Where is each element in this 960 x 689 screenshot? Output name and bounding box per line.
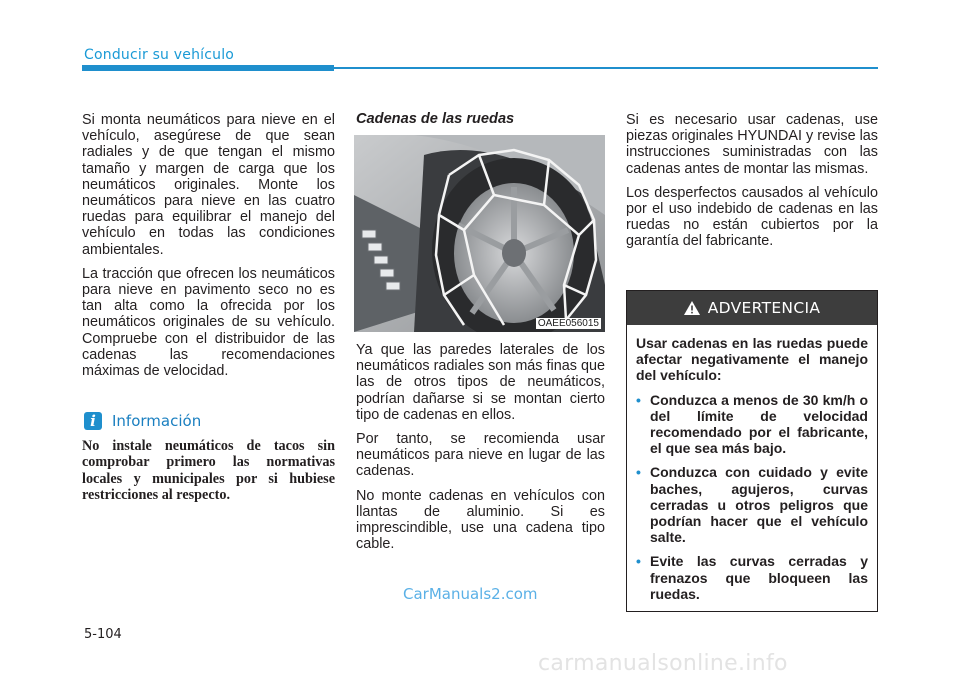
column-1 [82, 112, 335, 387]
figure-code: OAEE056015 [537, 318, 599, 329]
paragraph: Si monta neumáticos para nieve en el vehículo, asegúrese de que sean radiales y de que tengan el mismo tamaño y margen de carga que los neumáticos originales. Monte los neumáticos para nieve en las cuatro ruedas para equilibrar el manejo del vehículo en todas las condiciones ambientales. [82, 112, 335, 258]
column-2 [356, 342, 605, 560]
paragraph: La tracción que ofrecen los neumáticos para nieve en pavimento seco no es tan alta como la ofrecida por los neumáticos originales de su vehículo. Compruebe con el distribuidor de las cadenas las recomendaciones máximas de velocidad. [82, 265, 335, 380]
header-rule-thin [334, 67, 878, 69]
warning-intro: Usar cadenas en las ruedas puede afectar negativamente el manejo del vehículo: [636, 335, 868, 384]
paragraph: Si es necesario usar cadenas, use piezas originales HYUNDAI y revise las instrucciones suministradas con las cadenas antes de montar las mismas. [626, 112, 878, 177]
watermark-link[interactable]: CarManuals2.com [403, 585, 538, 603]
bullet-icon: • [636, 553, 641, 570]
paragraph: Los desperfectos causados al vehículo por el uso indebido de cadenas en las ruedas no están cubiertos por la garantía del fabricante. [626, 184, 878, 250]
site-watermark: carmanualsonline.info [538, 651, 788, 676]
warning-item [636, 392, 868, 457]
header-rule-thick [82, 65, 334, 71]
warning-list [636, 392, 868, 602]
warning-header [627, 291, 877, 325]
warning-body [627, 325, 877, 602]
section-title: Conducir su vehículo [84, 47, 235, 63]
bullet-icon: • [636, 464, 641, 481]
page-number: 5-104 [84, 627, 122, 642]
paragraph: No monte cadenas en vehículos con llantas de aluminio. Si es imprescindible, use una cadena tipo cable. [356, 487, 605, 553]
warning-triangle-icon [684, 301, 700, 315]
subsection-title: Cadenas de las ruedas [356, 111, 515, 127]
warning-item-text: Conduzca con cuidado y evite baches, agujeros, curvas cerradas u otros peligros que podrían hacer que el vehículo salte. [650, 464, 868, 546]
info-icon: i [84, 412, 102, 430]
warning-item [636, 553, 868, 602]
warning-title: ADVERTENCIA [707, 299, 821, 317]
tire-chain-figure [354, 135, 605, 332]
paragraph: Por tanto, se recomienda usar neumáticos para nieve en lugar de las cadenas. [356, 431, 605, 480]
column-3 [626, 112, 878, 258]
warning-box [626, 290, 878, 612]
warning-item-text: Conduzca a menos de 30 km/h o del límite de velocidad recomendado por el fabricante, el que sea más bajo. [650, 391, 868, 457]
warning-item-text: Evite las curvas cerradas y frenazos que bloqueen las ruedas. [650, 553, 868, 602]
warning-item [636, 464, 868, 545]
tire-chain-illustration [354, 135, 605, 332]
info-text: No instale neumáticos de tacos sin comprobar primero las normativas locales y municipales por si hubiese restricciones al respecto. [82, 438, 335, 504]
bullet-icon: • [636, 391, 641, 408]
paragraph: Ya que las paredes laterales de los neumáticos radiales son más finas que las de otros tipos de neumáticos, podrían dañarse si se montan cierto tipo de cadenas en ellos. [356, 342, 605, 423]
info-title: Información [112, 412, 202, 430]
info-heading [84, 412, 201, 430]
